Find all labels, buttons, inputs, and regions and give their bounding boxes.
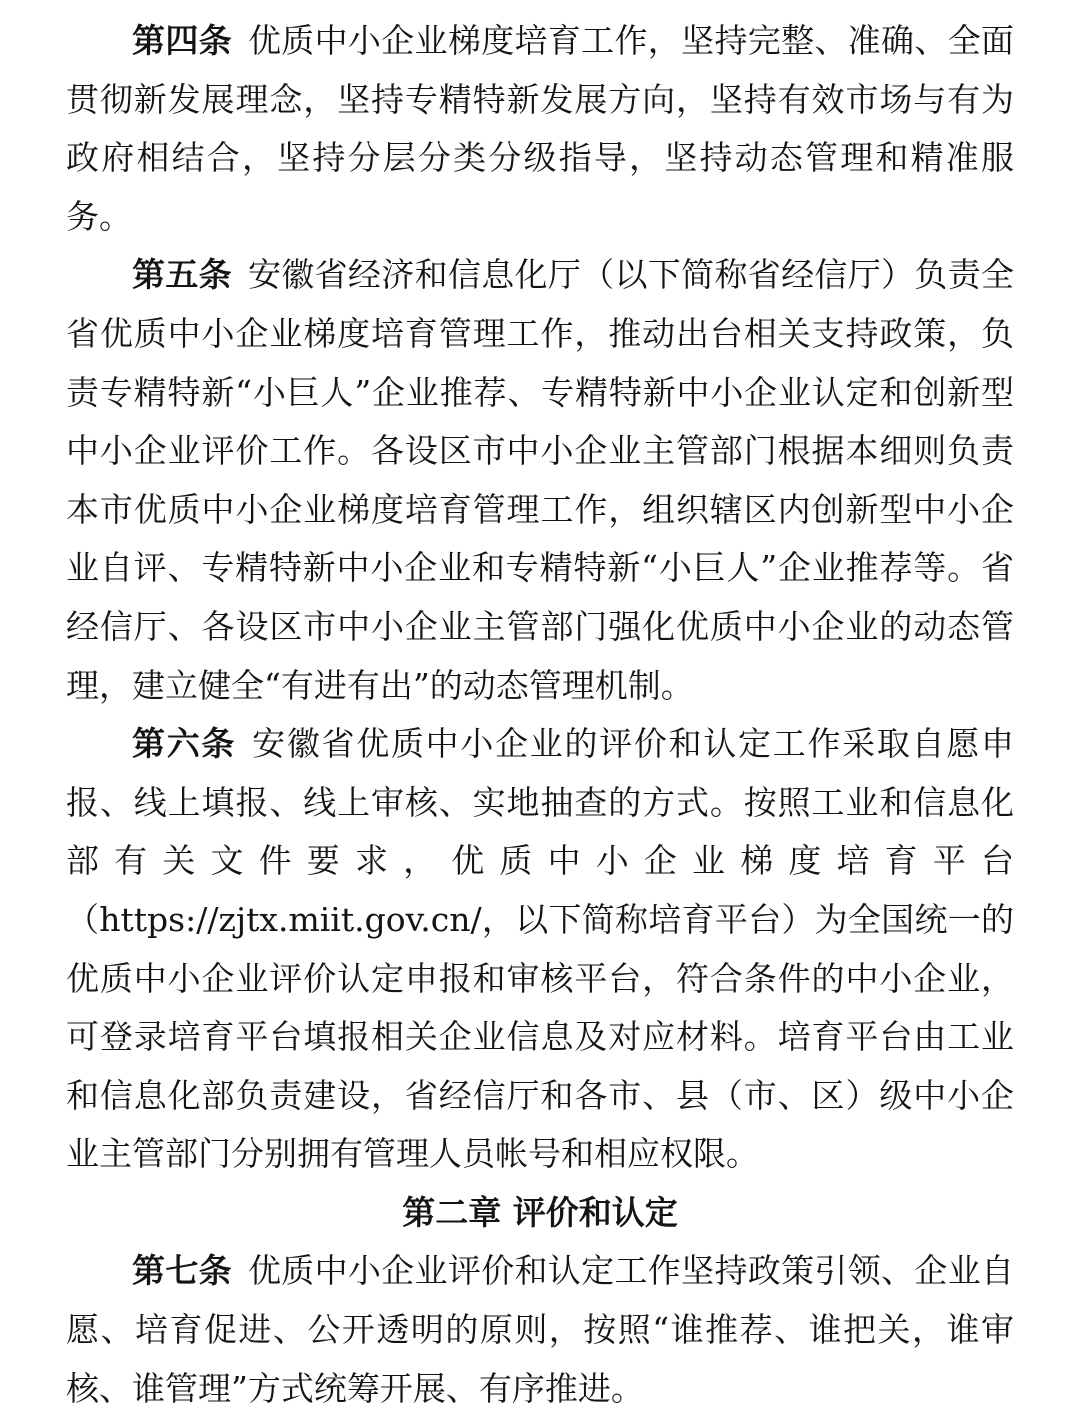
article-label: 第五条: [132, 255, 232, 295]
article-5: [66, 246, 1014, 715]
article-label: 第六条: [132, 724, 237, 764]
article-text: 优质中小企业梯度培育工作，坚持完整、准确、全面贯彻新发展理念，坚持专精特新发展方向，坚持有效市场与有为政府相结合，坚持分层分类分级指导，坚持动态管理和精准服务。: [66, 21, 1015, 236]
article-text: 优质中小企业评价和认定工作坚持政策引领、企业自愿、培育促进、公开透明的原则，按照“谁推荐、谁把关，谁审核、谁管理”方式统筹开展、有序推进。: [66, 1251, 1015, 1408]
article-text: 安徽省优质中小企业的评价和认定工作采取自愿申报、线上填报、线上审核、实地抽查的方式。按照工业和信息化部有关文件要求，优质中小企业梯度培育平台（https://zjtx.miit.gov.cn/，以下简称培育平台）为全国统一的优质中小企业评价认定申报和审核平台，符合条件的中小企业，可登录培育平台填报相关企业信息及对应材料。培育平台由工业和信息化部负责建设，省经信厅和各市、县（市、区）级中小企业主管部门分别拥有管理人员帐号和相应权限。: [66, 724, 1014, 1174]
article-7: [66, 1242, 1014, 1418]
article-6: [66, 715, 1014, 1184]
article-label: 第四条: [132, 21, 232, 60]
document-page: [66, 12, 1014, 1418]
article-label: 第七条: [132, 1251, 232, 1291]
chapter-heading: 第二章 评价和认定: [402, 1192, 678, 1232]
article-text: 安徽省经济和信息化厅（以下简称省经信厅）负责全省优质中小企业梯度培育管理工作，推动出台相关支持政策，负责专精特新“小巨人”企业推荐、专精特新中小企业认定和创新型中小企业评价工作。各设区市中小企业主管部门根据本细则负责本市优质中小企业梯度培育管理工作，组织辖区内创新型中小企业自评、专精特新中小企业和专精特新“小巨人”企业推荐等。省经信厅、各设区市中小企业主管部门强化优质中小企业的动态管理，建立健全“有进有出”的动态管理机制。: [66, 255, 1015, 705]
article-4: [66, 12, 1014, 246]
